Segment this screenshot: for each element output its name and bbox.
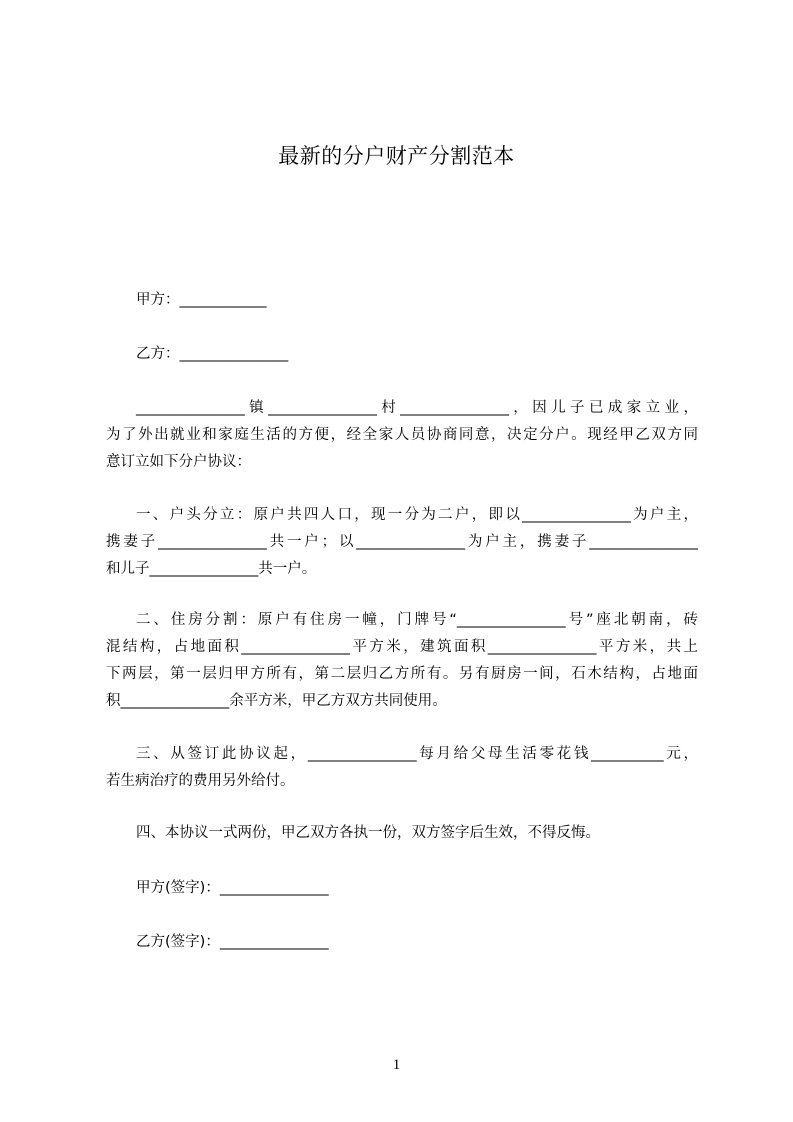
clause2-line-1: 二、住房分割：原户有住房一幢，门牌号“_______________号”座北朝南，砖 bbox=[136, 612, 698, 628]
clause1-line-2: 携妻子_______________共一户；以_______________为户主，携妻子_______________ bbox=[106, 534, 698, 550]
intro-line-2: 为了外出就业和家庭生活的方便，经全家人员协商同意，决定分户。现经甲乙双方同 bbox=[106, 427, 698, 443]
clause2-line-4: 积_______________余平方米，甲乙方双方共同使用。 bbox=[106, 693, 447, 709]
signature-party-a: 甲方(签字)：_______________ bbox=[136, 880, 329, 896]
clause3-line-2: 若生病治疗的费用另外给付。 bbox=[106, 773, 295, 789]
intro-line-1: _______________镇_______________村_______________，因儿子已成家立业， bbox=[136, 400, 698, 416]
page-number: 1 bbox=[392, 1057, 401, 1073]
document-title: 最新的分户财产分割范本 bbox=[278, 144, 515, 168]
clause2-line-2: 混结构，占地面积_______________平方米，建筑面积_______________平方米，共上 bbox=[106, 639, 698, 655]
clause2-line-3: 下两层，第一层归甲方所有，第二层归乙方所有。另有厨房一间，石木结构，占地面 bbox=[106, 666, 698, 682]
party-b-line: 乙方：_______________ bbox=[136, 346, 289, 362]
clause3-line-1: 三、从签订此协议起，_______________每月给父母生活零花钱__________元， bbox=[136, 746, 698, 762]
clause1-line-1: 一、户头分立：原户共四人口，现一分为二户，即以_______________为户主， bbox=[136, 507, 698, 523]
clause4-line: 四、本协议一式两份，甲乙双方各执一份，双方签字后生效，不得反悔。 bbox=[136, 825, 600, 841]
signature-party-b: 乙方(签字)：_______________ bbox=[136, 934, 329, 950]
party-a-line: 甲方：____________ bbox=[136, 292, 267, 308]
intro-line-3: 意订立如下分户协议： bbox=[106, 454, 251, 470]
clause1-line-3: 和儿子_______________共一户。 bbox=[106, 561, 317, 577]
